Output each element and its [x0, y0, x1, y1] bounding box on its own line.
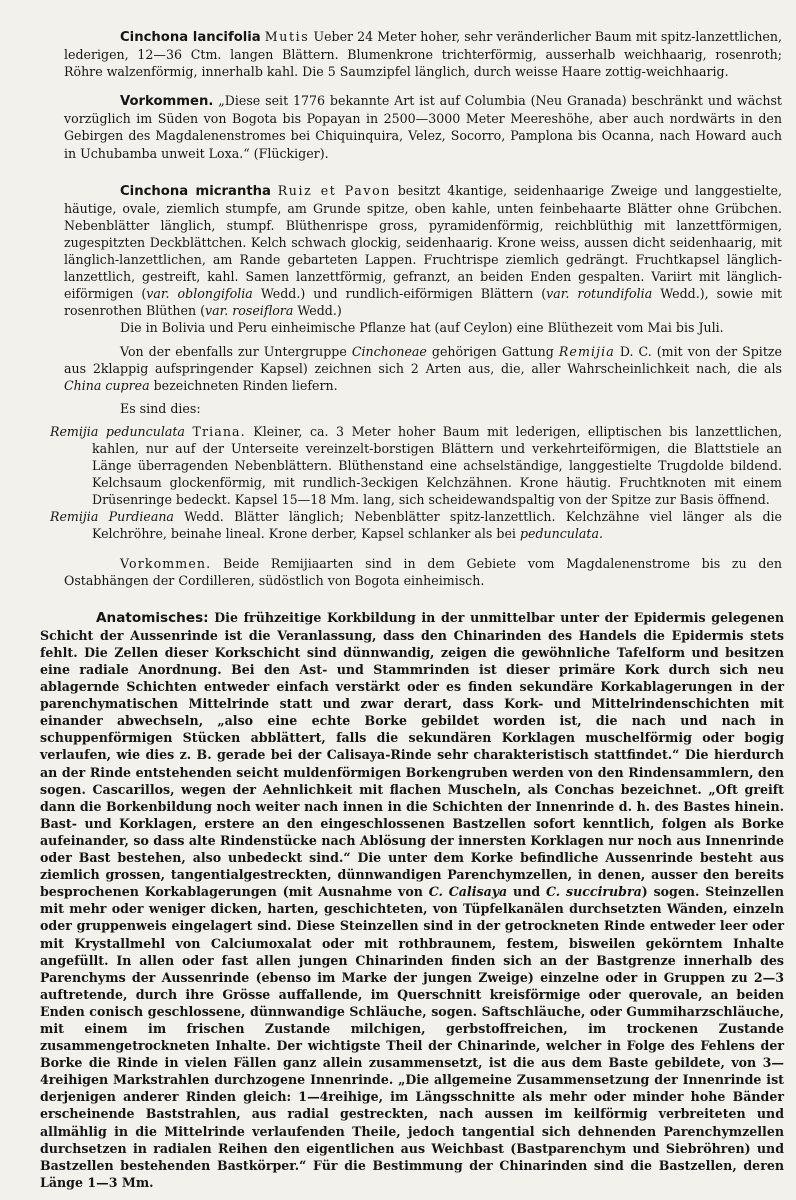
- species-entry-remijia-purdieana: [50, 508, 782, 542]
- anatomy-section: [40, 609, 784, 1191]
- list-intro: Es sind dies:: [120, 400, 201, 416]
- species-author: Wedd.: [184, 509, 224, 525]
- species-reference: C. succirubra: [546, 884, 642, 900]
- paragraph-text: gehörigen Gattung: [426, 343, 559, 359]
- species-heading: Cinchona lancifolia: [120, 30, 261, 45]
- occurrence-lancifolia: [64, 92, 782, 161]
- species-heading: Cinchona micrantha: [120, 183, 271, 199]
- occurrence-heading: Vorkommen.: [120, 94, 214, 110]
- species-description: Kleiner, ca. 3 Meter hoher Baum mit lederigen, elliptischen bis lanzettlichen, kahlen, nur auf der Unterseite vereinzelt-borstigen Blättern und verkehrteiförmigen, die Blattstiele an Länge überragenden Nebenblättern. Blüthenstand eine achselständige, langgestielte Trugdolde bildend. Kelchsaum glockenförmig, mit rundlich-3eckigen Kelchzähnen. Krone häutig. Fruchtknoten mit einem Drüsenringe bedeckt. Kapsel 15—18 Mm. lang, sich scheidewandspaltig von der Spitze zur Basis öffnend.: [92, 423, 782, 508]
- species-name-reference: pedunculata.: [519, 526, 604, 542]
- occurrence-heading: Vorkommen.: [120, 555, 212, 571]
- species-description: Ueber 24 Meter hoher, sehr veränderlicher Baum mit spitz-lanzettlichen, lederigen, 12—36 Ctm. langen Blättern. Blumenkrone trichterförmig, ausserhalb weichhaarig, rosenroth; Röhre walzenförmig, innerhalb kahl. Die 5 Saumzipfel länglich, durch weisse Haare zottig-weichhaarig.: [64, 29, 782, 80]
- variety-name: var. oblongifolia: [146, 286, 253, 302]
- entry-cinchona-micrantha: [64, 182, 782, 320]
- species-description: Blätter länglich; Nebenblätter spitz-lanzettlich. Kelchzähne viel länger als die Kelchröhre, beinahe lineal. Krone derber, Kapsel schlanker als bei: [92, 509, 782, 542]
- species-description: Wedd.): [293, 303, 342, 319]
- anatomy-heading: Anatomisches:: [96, 609, 209, 626]
- species-author: Mutis: [264, 29, 310, 44]
- species-author: Triana.: [192, 423, 246, 439]
- species-reference: C. Calisaya: [428, 884, 508, 900]
- species-description: Wedd.), sowie mit rosenrothen Blüthen (: [64, 286, 783, 319]
- occurrence-text: „Diese seit 1776 bekannte Art ist auf Columbia (Neu Granada) beschränkt und wächst vorzüglich im Süden von Bogota bis Popayan in 2500—3000 Meter Meereshöhe, aber auch nordwärts in den Gebirgen des Magdalenenstromes bei Chiquinquira, Velez, Socorro, Pamplona bis Ocanna, nach Howard auch in Uchubamba unweit Loxa.“ (Flückiger).: [64, 93, 782, 161]
- genus-name: Remijia: [558, 343, 615, 359]
- species-description: Wedd.) und rundlich-eiförmigen Blättern (: [252, 286, 547, 302]
- anatomy-text: Die frühzeitige Korkbildung in der unmittelbar unter der Epidermis gelegenen Schicht der Aussenrinde ist die Veranlassung, dass den Chinarinden des Handels die Epidermis stets fehlt. Die Zellen dieser Korkschicht sind dünnwandig, zeigen die gewöhnliche Tafelform und besitzen eine radiale Anordnung. Bei den Ast- und Stammrinden ist dieser primäre Kork durch sich neu ablagernde Schichten entweder einfach verstärkt oder es finden sekundäre Korkablagerungen in der parenchymatischen Mittelrinde statt und zwar derart, dass Kork- und Mittelrindenschichten mit einander abwechseln, „also eine echte Borke gebildet worden ist, die nach und nach in schuppenförmigen Stücken abblättert, falls die sekundären Korklagen muschelförmig oder bogig verlaufen, wie dies z. B. gerade bei der Calisaya-Rinde sehr charakteristisch stattfindet.“ Die hierdurch an der Rinde entstehenden seicht muldenförmigen Borkengruben werden von den Rindensammlern, den sogen. Cascarillos, wegen der Aehnlichkeit mit flachen Muscheln, als Conchas bezeichnet. „Oft greift dann die Borkenbildung noch weiter nach innen in die Schichten der Innenrinde d. h. des Bastes hinein. Bast- und Korklagen, erstere an den eingeschlossenen Bastzellen sofort kenntlich, folgen als Borke aufeinander, so dass alte Rindenstücke nach Ablösung der innersten Korklagen nur noch aus Innenrinde oder Bast bestehen, also unbedeckt sind.“ Die unter dem Korke befindliche Aussenrinde besteht aus ziemlich grossen, tangentialgestreckten, dünnwandigen Parenchymzellen, in denen, ausser den bereits besprochenen Korkablagerungen (mit Ausnahme von: [40, 609, 784, 900]
- entry-cinchona-lancifolia: [64, 28, 782, 80]
- species-name: Remijia Purdieana: [50, 509, 174, 525]
- paragraph-text: bezeichneten Rinden liefern.: [149, 377, 338, 393]
- flowering-note: Die in Bolivia und Peru einheimische Pflanze hat (auf Ceylon) eine Blüthezeit vom Mai bis Juli.: [120, 320, 724, 336]
- bark-name: China cuprea: [64, 377, 150, 393]
- species-entry-remijia-pedunculata: [50, 423, 782, 508]
- variety-name: var. roseiflora: [205, 303, 294, 319]
- species-description: besitzt 4kantige, seidenhaarige Zweige und langgestielte, häutige, ovale, ziemlich stumpfe, am Grunde spitze, oben kahle, unten feinbehaarte Blätter ohne Grübchen. Nebenblätter länglich, stumpf. Blüthenrispe gross, pyramidenförmig, reichblüthig mit lanzettförmigen, zugespitzten Deckblättchen. Kelch schwach glockig, seidenhaarig. Krone weiss, aussen dicht seidenhaarig, mit länglich-lanzettlichen, am Rande gebarteten Lappen. Fruchtrispe ziemlich gedrängt. Fruchtkapsel länglich-lanzettlich, gestreift, kahl. Samen lanzettförmig, gefranzt, an beiden Enden gespalten. Variirt mit länglich-eiförmigen (: [64, 182, 782, 302]
- anatomy-text: ) sogen. Steinzellen mit mehr oder weniger dicken, harten, geschichteten, von Tüpfelkanälen durchsetzten Wänden, einzeln oder gruppenweis eingelagert sind. Diese Steinzellen sind in der getrockneten Rinde entweder leer oder mit Krystallmehl von Calciumoxalat oder mit rothbraunem, festem, bisweilen gekörntem Inhalte angefüllt. In allen oder fast allen jungen Chinarinden finden sich an der Bastgrenze innerhalb des Parenchyms der Aussenrinde (ebenso im Marke der jungen Zweige) einzelne oder in Gruppen zu 2—3 auftretende, durch ihre Grösse auffallende, im Querschnitt kreisförmige oder querovale, an beiden Enden conisch geschlossene, dünnwandige Schläuche, sogen. Saftschläuche, oder Gummiharzschläuche, mit einem im frischen Zustande milchigen, gerbstoffreichen, im trockenen Zustande zusammengetrockneten Inhalte. Der wichtigste Theil der Chinarinde, welcher in Folge des Fehlens der Borke die Rinde in vielen Fällen ganz allein zusammensetzt, ist die aus dem Baste gebildete, von 3—4reihigen Markstrahlen durchzogene Innenrinde. „Die allgemeine Zusammensetzung der Innenrinde ist derjenigen anderer Rinden gleich: 1—4reihige, im Längsschnitte als mehr oder minder hohe Bänder erscheinende Baststrahlen, aus radial gestreckten, nach aussen im keilförmig verbreiteten und allmählig in die Mittelrinde verlaufenden Theile, jedoch tangential sich dehnenden Parenchymzellen durchsetzen in radialen Reihen den eigentlichen aus Weichbast (Bastparenchym und Siebröhren) und Bastzellen bestehenden Bastkörper.“ Für die Bestimmung der Chinarinden sind die Bastzellen, deren Länge 1—3 Mm.: [40, 884, 785, 1190]
- group-name: Cinchoneae: [351, 343, 427, 359]
- paragraph-text: D. C. (mit von der Spitze aus 2klappig aufspringender Kapsel) zeichnen sich 2 Arten aus, die, aller Wahrscheinlichkeit nach, die als: [64, 343, 782, 376]
- species-name: Remijia pedunculata: [50, 423, 185, 439]
- anatomy-text: und: [507, 884, 546, 900]
- species-author: Ruiz et Pavon: [277, 182, 391, 198]
- variety-name: var. rotundifolia: [546, 286, 653, 302]
- occurrence-text: Beide Remijiaarten sind in dem Gebiete vom Magdalenenstrome bis zu den Ostabhängen der Cordilleren, südöstlich von Bogota einheimisch.: [64, 555, 782, 588]
- occurrence-remijia: [64, 555, 782, 589]
- paragraph-text: Von der ebenfalls zur Untergruppe: [120, 343, 352, 359]
- remijia-intro: [64, 343, 782, 394]
